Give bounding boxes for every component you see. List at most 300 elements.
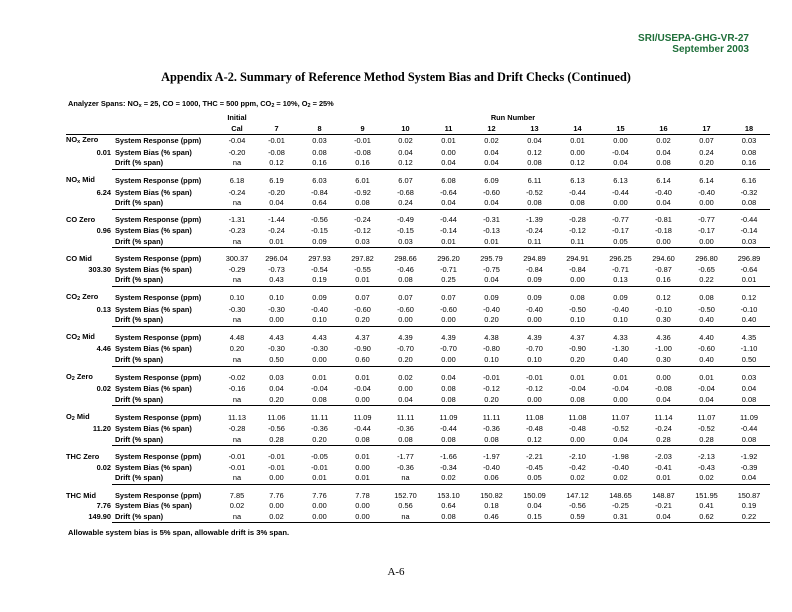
- table-cell: -0.01: [268, 452, 285, 462]
- table-cell: -0.52: [612, 424, 629, 434]
- table-cell: -0.14: [440, 226, 457, 236]
- table-cell: 6.14: [699, 176, 714, 186]
- table-cell: 0.08: [441, 384, 456, 394]
- row-label: System Response (ppm): [115, 412, 202, 422]
- table-cell: -1.39: [526, 215, 543, 225]
- table-cell: -1.92: [740, 452, 758, 462]
- table-row: [66, 372, 770, 384]
- table-cell: -0.87: [655, 264, 672, 274]
- table-cell: 0.40: [599, 355, 642, 366]
- row-label: System Response (ppm): [115, 215, 202, 225]
- table-cell: 0.00: [355, 501, 370, 511]
- table-cell: 0.09: [513, 275, 556, 286]
- table-cell: -0.46: [397, 264, 414, 274]
- table-cell: -0.84: [311, 187, 328, 197]
- table-cell: -2.13: [698, 452, 715, 462]
- cal-gas-value: 0.96: [96, 226, 111, 236]
- table-row: [66, 344, 770, 355]
- header-blank: [599, 113, 642, 124]
- table-row: [66, 175, 770, 187]
- table-cell: 6.09: [484, 176, 499, 186]
- table-cell: -0.44: [740, 424, 758, 434]
- table-cell: -0.52: [526, 187, 543, 197]
- table-cell: -0.60: [698, 344, 715, 354]
- table-cell: -0.44: [612, 187, 629, 197]
- table-cell: -0.28: [569, 215, 586, 225]
- run-header: 17: [685, 124, 728, 135]
- table-row: [66, 264, 770, 275]
- table-cell: 0.59: [556, 512, 599, 523]
- table-cell: 0.40: [728, 315, 770, 326]
- table-cell: 0.00: [269, 501, 284, 511]
- table-cell: -0.13: [483, 226, 500, 236]
- table-cell: -0.77: [612, 215, 629, 225]
- table-cell: -0.49: [397, 215, 414, 225]
- run-header: 18: [728, 124, 770, 135]
- table-cell: -0.08: [354, 147, 371, 157]
- table-cell: 0.04: [642, 512, 685, 523]
- row-label: Drift (% span): [112, 512, 219, 523]
- table-cell: 0.00: [599, 198, 642, 209]
- table-cell: 0.20: [685, 158, 728, 169]
- table-cell: 294.89: [523, 254, 546, 264]
- gas-label: [66, 473, 112, 484]
- table-cell: -0.44: [740, 215, 758, 225]
- table-cell: -1.31: [228, 215, 246, 225]
- table-cell: 295.79: [480, 254, 503, 264]
- table-cell: 0.02: [398, 373, 413, 382]
- row-label: System Bias (% span): [115, 501, 192, 511]
- table-cell: -1.97: [483, 452, 500, 462]
- table-cell: 11.11: [310, 412, 329, 422]
- table-cell: 11.07: [611, 412, 630, 422]
- table-cell: 296.20: [437, 254, 460, 264]
- run-header: 8: [298, 124, 341, 135]
- table-cell: -0.10: [740, 304, 758, 314]
- run-header: 16: [642, 124, 685, 135]
- table-cell: 11.09: [439, 412, 458, 422]
- table-cell: 0.04: [384, 395, 427, 406]
- table-cell: 0.64: [298, 198, 341, 209]
- table-cell: 11.11: [396, 412, 415, 422]
- table-cell: -0.40: [698, 187, 715, 197]
- table-cell: 4.33: [613, 333, 628, 343]
- table-cell: 147.12: [566, 490, 589, 500]
- table-cell: 0.09: [484, 293, 499, 303]
- table-cell: -0.04: [612, 147, 629, 157]
- table-cell: 148.65: [609, 490, 632, 500]
- table-cell: 0.00: [298, 512, 341, 523]
- table-cell: 0.00: [355, 462, 370, 472]
- table-row: [66, 395, 770, 406]
- table-cell: na: [219, 355, 255, 366]
- table-cell: -0.42: [569, 462, 586, 472]
- table-cell: 11.06: [267, 412, 286, 422]
- table-cell: 4.43: [312, 333, 327, 343]
- row-label: Drift (% span): [112, 198, 219, 209]
- table-cell: 0.01: [298, 473, 341, 484]
- table-cell: 4.37: [570, 333, 585, 343]
- table-cell: 0.28: [642, 435, 685, 446]
- table-cell: -0.36: [483, 424, 500, 434]
- table-cell: 0.04: [599, 158, 642, 169]
- table-cell: -0.04: [569, 384, 586, 394]
- table-cell: 0.00: [656, 373, 671, 382]
- table-cell: -0.40: [612, 462, 629, 472]
- table-cell: -0.92: [354, 187, 371, 197]
- table-cell: 11.09: [740, 412, 758, 422]
- table-cell: -0.29: [228, 264, 246, 274]
- table-cell: 0.01: [642, 473, 685, 484]
- row-label: Drift (% span): [112, 473, 219, 484]
- table-cell: -0.18: [655, 226, 672, 236]
- row-label: System Response (ppm): [115, 176, 202, 186]
- table-cell: 0.08: [384, 275, 427, 286]
- table-cell: -0.28: [228, 424, 246, 434]
- table-cell: 0.04: [470, 275, 513, 286]
- table-row: [66, 135, 770, 148]
- table-cell: -0.30: [228, 304, 246, 314]
- row-label: Drift (% span): [112, 315, 219, 326]
- table-cell: 0.16: [642, 275, 685, 286]
- table-cell: 150.09: [523, 490, 546, 500]
- table-cell: 0.10: [229, 293, 245, 303]
- table-cell: 294.91: [566, 254, 589, 264]
- table-cell: 0.40: [685, 355, 728, 366]
- table-cell: -0.30: [311, 344, 328, 354]
- table-cell: -0.56: [268, 424, 285, 434]
- table-cell: -0.65: [698, 264, 715, 274]
- table-cell: 4.35: [741, 333, 757, 343]
- table-cell: 0.12: [255, 158, 298, 169]
- table-cell: 0.00: [685, 198, 728, 209]
- table-cell: 0.01: [255, 237, 298, 248]
- table-cell: -1.10: [740, 344, 758, 354]
- table-cell: 0.00: [642, 237, 685, 248]
- table-cell: 298.66: [394, 254, 417, 264]
- table-cell: -0.60: [354, 304, 371, 314]
- table-cell: -0.39: [740, 462, 758, 472]
- table-cell: -0.40: [311, 304, 328, 314]
- table-cell: 0.12: [384, 158, 427, 169]
- table-cell: -0.12: [526, 384, 543, 394]
- table-cell: 0.01: [570, 373, 585, 382]
- table-cell: 0.15: [513, 512, 556, 523]
- table-cell: -0.55: [354, 264, 371, 274]
- table-cell: 0.00: [570, 147, 585, 157]
- page-title: Appendix A-2. Summary of Reference Method System Bias and Drift Checks (Continued): [161, 70, 631, 84]
- table-cell: -0.30: [268, 344, 285, 354]
- table-cell: 0.20: [229, 344, 245, 354]
- gas-name: $CO_2$ Mid: [66, 332, 95, 343]
- table-cell: -0.70: [526, 344, 543, 354]
- header-blank: [298, 113, 341, 124]
- gas-name: $NO_x$ Mid: [66, 175, 95, 186]
- table-cell: 0.11: [556, 237, 599, 248]
- table-cell: na: [384, 473, 427, 484]
- table-cell: -0.20: [228, 147, 246, 157]
- table-cell: 296.89: [737, 254, 761, 264]
- table-cell: -0.04: [612, 384, 629, 394]
- table-cell: 4.48: [229, 333, 245, 343]
- table-cell: 0.64: [441, 501, 456, 511]
- table-cell: 0.10: [470, 355, 513, 366]
- table-cell: 0.09: [298, 237, 341, 248]
- table-row: [66, 158, 770, 169]
- table-cell: 0.08: [427, 512, 470, 523]
- table-row: [66, 275, 770, 286]
- table-cell: 0.08: [312, 147, 327, 157]
- table-cell: 0.04: [269, 384, 284, 394]
- analyzer-spans: Analyzer Spans: $NO_x = 25$, CO = 1000, THC = 500 ppm, $CO_2 = 10\%$, $O_2 = 25\%$: [68, 99, 334, 109]
- table-cell: 0.01: [613, 373, 628, 382]
- table-cell: 296.80: [695, 254, 718, 264]
- table-cell: 0.02: [685, 473, 728, 484]
- header-blank: [728, 113, 770, 124]
- table-cell: 148.87: [652, 490, 675, 500]
- table-cell: -0.73: [268, 264, 285, 274]
- header-blank: [642, 113, 685, 124]
- table-cell: 0.04: [599, 435, 642, 446]
- table-cell: 0.01: [341, 275, 384, 286]
- table-cell: 6.03: [312, 176, 327, 186]
- gas-label: [66, 237, 112, 248]
- table-cell: 294.60: [652, 254, 675, 264]
- table-cell: -0.04: [228, 136, 246, 146]
- table-cell: -0.10: [655, 304, 672, 314]
- table-cell: -0.01: [268, 462, 285, 472]
- table-cell: 0.07: [355, 293, 370, 303]
- table-cell: 0.00: [255, 315, 298, 326]
- table-cell: 11.08: [568, 412, 587, 422]
- table-cell: 0.10: [298, 315, 341, 326]
- table-cell: -0.48: [569, 424, 586, 434]
- table-cell: 7.85: [229, 490, 245, 500]
- table-cell: 0.03: [741, 373, 757, 382]
- table-cell: -0.44: [354, 424, 371, 434]
- table-cell: -0.24: [354, 215, 371, 225]
- table-cell: 0.08: [513, 198, 556, 209]
- table-cell: 0.28: [685, 435, 728, 446]
- table-row: [66, 147, 770, 158]
- table-cell: 6.18: [229, 176, 245, 186]
- table-cell: 0.20: [341, 315, 384, 326]
- table-cell: 0.31: [599, 512, 642, 523]
- table-cell: 0.04: [741, 384, 757, 394]
- table-cell: 0.01: [441, 136, 456, 146]
- table-cell: -0.60: [440, 304, 457, 314]
- table-cell: 0.12: [527, 147, 542, 157]
- table-cell: 0.04: [484, 147, 499, 157]
- table-cell: 0.00: [685, 237, 728, 248]
- table-cell: -0.54: [311, 264, 328, 274]
- table-cell: 0.00: [341, 395, 384, 406]
- table-cell: 297.93: [308, 254, 331, 264]
- table-cell: -0.41: [655, 462, 672, 472]
- footnote: Allowable system bias is 5% span, allowable drift is 3% span.: [68, 528, 290, 537]
- cal-gas-value: 4.46: [96, 344, 111, 354]
- table-cell: 0.03: [741, 136, 757, 146]
- initial-header: Initial: [227, 113, 247, 123]
- table-cell: 0.19: [741, 501, 757, 511]
- table-cell: 0.08: [556, 395, 599, 406]
- table-cell: -0.01: [526, 373, 543, 382]
- table-cell: -0.16: [228, 384, 246, 394]
- table-cell: 0.05: [599, 237, 642, 248]
- gas-name: CO Mid: [66, 254, 92, 264]
- table-cell: 300.37: [225, 254, 249, 264]
- table-cell: 0.16: [728, 158, 770, 169]
- table-cell: -0.04: [354, 384, 371, 394]
- table-cell: -1.98: [612, 452, 629, 462]
- table-cell: 0.46: [470, 512, 513, 523]
- table-cell: 296.25: [609, 254, 632, 264]
- table-cell: 0.04: [685, 395, 728, 406]
- table-row: [66, 198, 770, 209]
- report-date: September 2003: [672, 44, 749, 55]
- table-cell: 0.00: [599, 395, 642, 406]
- table-cell: 0.24: [384, 198, 427, 209]
- table-cell: -0.75: [483, 264, 500, 274]
- table-cell: 0.04: [427, 158, 470, 169]
- table-cell: 0.08: [728, 198, 770, 209]
- table-cell: 0.43: [255, 275, 298, 286]
- table-cell: 0.20: [470, 315, 513, 326]
- table-cell: -0.81: [655, 215, 672, 225]
- table-cell: 152.70: [394, 490, 417, 500]
- table-cell: 0.10: [513, 355, 556, 366]
- page-number: A-6: [387, 566, 405, 578]
- table-cell: 0.10: [556, 315, 599, 326]
- table-cell: 0.09: [312, 293, 327, 303]
- table-cell: -0.80: [483, 344, 500, 354]
- row-label: System Bias (% span): [115, 226, 192, 236]
- header-blank: [66, 113, 112, 124]
- table-cell: 0.08: [570, 293, 585, 303]
- run-number-header: Run Number: [490, 113, 536, 123]
- row-label: System Response (ppm): [115, 490, 202, 500]
- run-header: 10: [384, 124, 427, 135]
- table-cell: -0.56: [311, 215, 328, 225]
- header-blank: [112, 124, 219, 135]
- table-cell: -0.43: [698, 462, 715, 472]
- run-header: 14: [556, 124, 599, 135]
- table-row: [66, 424, 770, 435]
- table-cell: -2.03: [655, 452, 672, 462]
- gas-label: [66, 355, 112, 366]
- table-cell: -0.24: [526, 226, 543, 236]
- run-header: 9: [341, 124, 384, 135]
- table-cell: -0.08: [268, 147, 285, 157]
- table-cell: 0.00: [312, 501, 327, 511]
- table-cell: 4.39: [527, 333, 542, 343]
- table-cell: -0.24: [655, 424, 672, 434]
- table-cell: -0.60: [397, 304, 414, 314]
- table-cell: -0.40: [526, 304, 543, 314]
- table-cell: 0.08: [699, 293, 714, 303]
- row-label: System Bias (% span): [115, 147, 192, 157]
- table-cell: -0.68: [397, 187, 414, 197]
- table-cell: -1.66: [440, 452, 457, 462]
- table-cell: 0.02: [229, 501, 245, 511]
- table-cell: -0.64: [440, 187, 457, 197]
- table-cell: -0.01: [483, 373, 500, 382]
- table-row: [66, 501, 770, 512]
- table-cell: -1.77: [397, 452, 414, 462]
- table-row: [66, 237, 770, 248]
- cal-gas-value: 0.02: [96, 384, 111, 394]
- table-cell: 0.00: [384, 315, 427, 326]
- table-cell: -0.48: [526, 424, 543, 434]
- table-row: [66, 462, 770, 473]
- bias-drift-table: [66, 113, 770, 523]
- run-header: 13: [513, 124, 556, 135]
- table-cell: 0.11: [513, 237, 556, 248]
- table-cell: 0.25: [427, 275, 470, 286]
- table-cell: -0.56: [569, 501, 586, 511]
- header-blank: [685, 113, 728, 124]
- table-cell: -0.50: [698, 304, 715, 314]
- table-cell: 6.14: [656, 176, 671, 186]
- table-cell: 0.02: [556, 473, 599, 484]
- table-cell: -0.40: [483, 462, 500, 472]
- table-header-row: [66, 124, 770, 135]
- row-label: System Response (ppm): [115, 254, 202, 264]
- table-cell: -0.17: [612, 226, 629, 236]
- table-cell: 0.01: [355, 373, 370, 382]
- table-cell: -0.23: [228, 226, 246, 236]
- table-cell: -0.40: [612, 304, 629, 314]
- table-cell: 0.04: [470, 158, 513, 169]
- table-cell: 0.02: [599, 473, 642, 484]
- cal-gas-value: 0.01: [96, 147, 111, 157]
- table-cell: 6.07: [398, 176, 413, 186]
- table-cell: 153.10: [437, 490, 460, 500]
- table-cell: 0.60: [341, 355, 384, 366]
- header-blank: [427, 113, 470, 124]
- table-row: [66, 215, 770, 226]
- table-cell: 0.12: [556, 158, 599, 169]
- row-label: Drift (% span): [112, 275, 219, 286]
- table-cell: 6.13: [570, 176, 585, 186]
- table-cell: 0.00: [556, 275, 599, 286]
- table-cell: 0.00: [441, 147, 456, 157]
- table-row: [66, 384, 770, 395]
- gas-name: THC Mid: [66, 490, 96, 500]
- table-cell: 0.08: [427, 435, 470, 446]
- table-cell: -0.90: [569, 344, 586, 354]
- row-label: System Response (ppm): [115, 373, 202, 382]
- table-cell: 7.76: [269, 490, 284, 500]
- table-cell: 4.43: [269, 333, 284, 343]
- cal-gas-value: 303.30: [88, 264, 111, 274]
- table-cell: 0.20: [255, 395, 298, 406]
- table-cell: 0.08: [728, 395, 770, 406]
- table-cell: -0.71: [612, 264, 629, 274]
- table-cell: 0.01: [312, 373, 327, 382]
- table-cell: 0.00: [556, 435, 599, 446]
- table-cell: 6.13: [613, 176, 628, 186]
- header-blank: [255, 113, 298, 124]
- gas-name: $CO_2$ Zero: [66, 292, 99, 303]
- table-cell: -0.24: [268, 226, 285, 236]
- table-cell: -0.52: [698, 424, 715, 434]
- header-blank: [341, 113, 384, 124]
- table-cell: 0.04: [656, 147, 671, 157]
- table-cell: -0.40: [483, 304, 500, 314]
- table-row: [66, 315, 770, 326]
- table-cell: 0.08: [513, 158, 556, 169]
